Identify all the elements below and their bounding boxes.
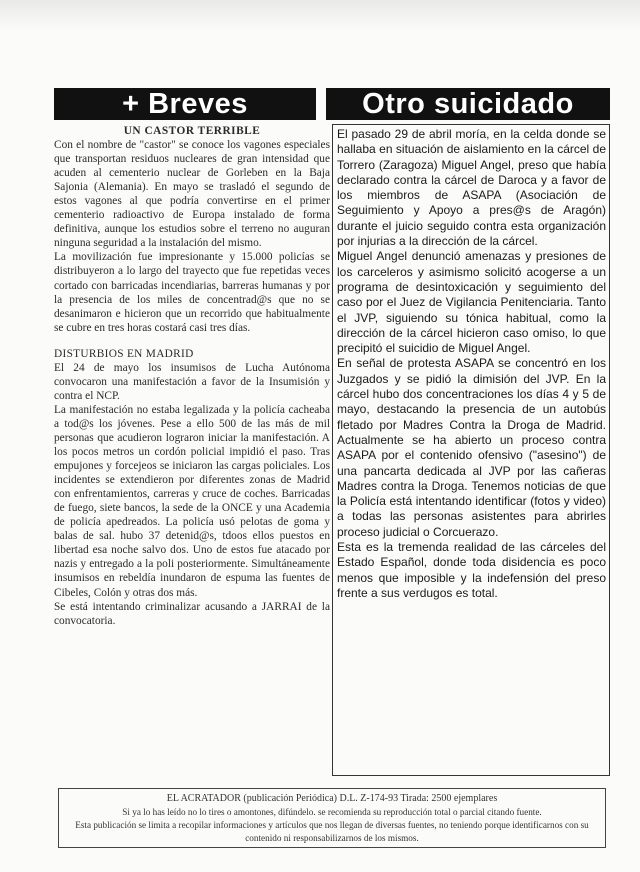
- breves-banner: + Breves: [54, 88, 316, 120]
- otro-suicidado-article: [332, 124, 610, 776]
- footer-note-disclaimer: Esta publicación se limita a recopilar informaciones y artículos que nos llegan de diversas fuentes, no teniendo porque identificarnos con su contenido ni responsabilizarnos de los mismos.: [75, 820, 589, 843]
- disturbios-paragraph-1: El 24 de mayo los insumisos de Lucha Autónoma convocaron una manifestación a favor de la Insumisión y contra el NCP.: [54, 361, 330, 402]
- footer-note-spread: Si ya lo has leído no lo tires o amontones, difúndelo. se recomienda su reproducción total o parcial citando fuente.: [122, 807, 542, 817]
- footer-masthead: EL ACRATADOR (publicación Periódica) D.L. Z-174-93 Tirada: 2500 ejemplares: [166, 793, 498, 804]
- breves-column: [54, 124, 330, 784]
- publication-footer: [58, 788, 606, 848]
- article-paragraph-3: En señal de protesta ASAPA se concentró en los Juzgados y se pidió la dimisión del JVP. En la cárcel hubo dos concentraciones los días 4 y 5 de mayo, destacando la presencia de un autobús fletado por Madres Contra la Droga de Madrid. Actualmente se ha abierto un proceso contra ASAPA por el contenido ofensivo ("asesino") de una pancarta dedicada al JVP por las cañeras Madres contra la Droga. Tenemos noticias de que la Policía está intentando identificar (fotos y video) a todas las personas asistentes para abrirles proceso judicial o Corcuerazo.: [337, 356, 606, 539]
- castor-paragraph-1: Con el nombre de "castor" se conoce los vagones especiales que transportan residuos nucleares de gran intensidad que acuden al cementerio nuclear de Gorleben en la Baja Sajonia (Alemania). En mayo se trasladó el segundo de estos vagones al que podría convertirse en el primer cementerio radioactivo de Europa instalado de forma definitiva, aunque los estudios sobre el terreno no auguran ninguna seguridad a la instalación del mismo.: [54, 139, 330, 250]
- castor-paragraph-2: La movilización fue impresionante y 15.000 policías se distribuyeron a lo largo del trayecto que fue repetidas veces cortado con barricadas incendiarias, barreras humanas y por la presencia de los miles de concentrad@s que no se desanimaron e hicieron que un recorrido que habitualmente se cubre en tres horas costará casi tres días.: [54, 251, 330, 334]
- section-title-disturbios: DISTURBIOS EN MADRID: [54, 347, 194, 360]
- section-title-castor: UN CASTOR TERRIBLE: [123, 125, 261, 137]
- scan-shadow: [0, 0, 640, 30]
- disturbios-paragraph-3: Se está intentando criminalizar acusando a JARRAI de la convocatoria.: [54, 600, 330, 627]
- article-paragraph-4: Esta es la tremenda realidad de las cárceles del Estado Español, donde toda disidencia es poco menos que imposible y la indefensión del preso frente a sus verdugos es total.: [337, 540, 606, 600]
- article-paragraph-1: El pasado 29 de abril moría, en la celda donde se hallaba en situación de aislamiento en la cárcel de Torrero (Zaragoza) Miguel Angel, preso que había declarado contra la cárcel de Daroca y a favor de los miembros de ASAPA (Asociación de Seguimiento y Apoyo a pres@s de Aragón) durante el juicio seguido contra esta organización por injurias a la dirección de la cárcel.: [337, 127, 606, 249]
- otro-suicidado-banner: Otro suicidado: [326, 88, 610, 120]
- article-paragraph-2: Miguel Angel denunció amenazas y presiones de los carceleros y asimismo solicitó acogerse a un programa de desintoxicación y seguimiento del caso por el Juez de Vigilancia Penitenciaria. Tanto el JVP, siguiendo su tónica habitual, como la dirección de la cárcel hicieron caso omiso, lo que precipitó el suicidio de Miguel Angel.: [337, 249, 606, 356]
- disturbios-paragraph-2: La manifestación no estaba legalizada y la policía cacheaba a tod@s los jóvenes. Pese a ello 500 de las más de mil personas que acudieron lograron iniciar la manifestación. A los pocos metros un cordón policial impidió el paso. Tras empujones y forcejeos se iniciaron las cargas policiales. Los incidentes se extendieron por diferentes zonas de Madrid con enfrentamientos, carreras y cruce de coches. Barricadas de fuego, siete bancos, la sede de la ONCE y una Academia de policía apedreados. La policía usó pelotas de goma y balas de sal. hubo 37 detenid@s, tdoos ellos puestos en libertad esa noche salvo dos. Uno de estos fue atacado por nazis y entregado a la poli posteriormente. Simultáneamente insumisos en rebeldía inundaron de espuma las fuentes de Cibeles, Colón y otras dos más.: [54, 403, 330, 599]
